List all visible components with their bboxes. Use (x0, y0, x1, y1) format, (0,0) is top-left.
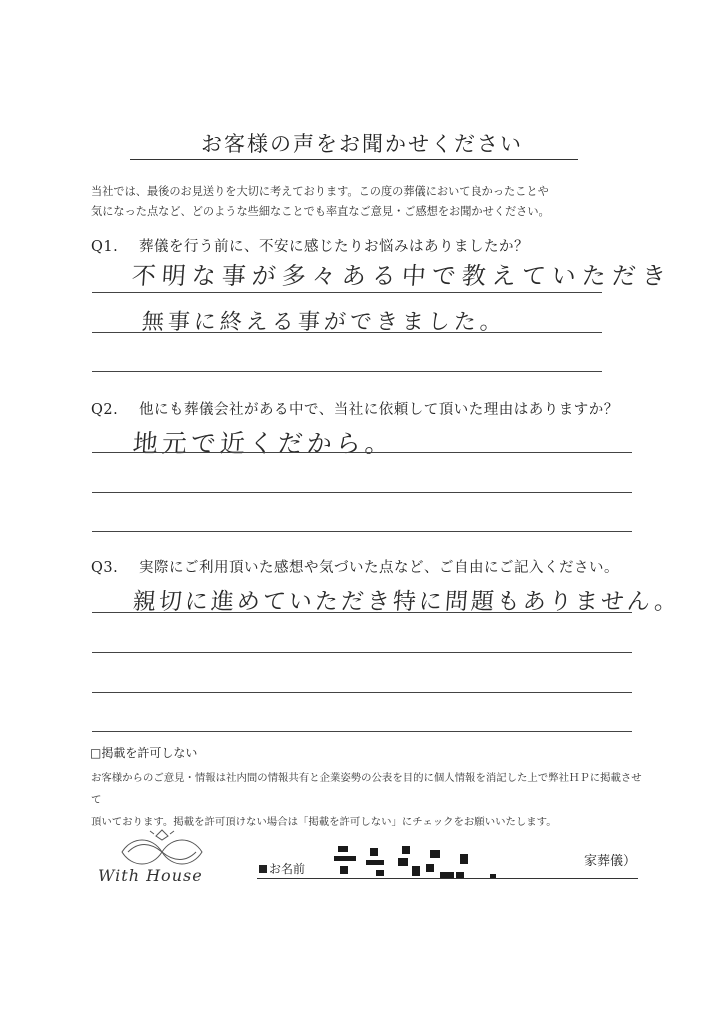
intro-line-2: 気になった点など、どのような些細なことでも率直なご意見・ご感想をお聞かせください。 (91, 205, 550, 218)
consent-note (91, 767, 651, 833)
name-label-text: お名前 (269, 862, 306, 876)
question-1-number: Q1. (91, 239, 119, 255)
answer-1-rule-3 (92, 371, 602, 372)
with-house-logo (92, 826, 232, 886)
question-3-text: 実際にご利用頂いた感想や気づいた点など、ご自由にご記入ください。 (139, 560, 619, 576)
intro-text (91, 182, 651, 222)
consent-note-line-2: 頂いております。掲載を許可頂けない場合は「掲載を許可しない」にチェックをお願いいたします。 (91, 816, 557, 828)
answer-1-line-1: 不明な事が多々ある中で教えていただき (130, 262, 673, 290)
question-3 (91, 556, 619, 577)
answer-2-rule-2 (92, 492, 632, 493)
answer-3-rule-4 (92, 731, 632, 732)
name-suffix: 家葬儀） (584, 854, 637, 869)
question-3-number: Q3. (91, 560, 119, 576)
question-2 (91, 398, 619, 419)
question-2-text: 他にも葬儀会社がある中で、当社に依頼して頂いた理由はありますか？ (139, 402, 619, 418)
answer-2-rule-3 (92, 531, 632, 532)
question-2-number: Q2. (91, 402, 119, 418)
answer-3-rule-3 (92, 692, 632, 693)
answer-2-rule-1 (92, 452, 632, 453)
title-underline (130, 159, 578, 160)
answer-1-rule-1 (92, 292, 602, 293)
answer-3-rule-2 (92, 652, 632, 653)
answer-2-line-1: 地元で近くだから。 (131, 429, 395, 458)
intro-line-1: 当社では、最後のお見送りを大切に考えております。この度の葬儀において良かったことや (91, 185, 549, 198)
answer-1-line-2: 無事に終える事ができました。 (140, 310, 507, 335)
consent-note-line-1: お客様からのご意見・情報は社内間の情報共有と企業姿勢の公表を目的に個人情報を消記した上で弊社ＨＰに掲載させて (91, 772, 642, 806)
signature-underline (257, 878, 638, 879)
answer-3-line-1: 親切に進めていただき特に問題もありません。 (131, 589, 682, 615)
name-label (259, 860, 305, 877)
answer-3-rule-1 (92, 612, 632, 613)
question-1-text: 葬儀を行う前に、不安に感じたりお悩みはありましたか？ (139, 239, 529, 255)
answer-1-rule-2 (92, 332, 602, 333)
logo-text: With House (98, 866, 203, 885)
consent-checkbox-label[interactable]: □掲載を許可しない (90, 746, 198, 760)
form-title: お客様の声をお聞かせください (201, 132, 523, 156)
name-bullet-icon (259, 865, 267, 873)
question-1 (91, 235, 529, 256)
